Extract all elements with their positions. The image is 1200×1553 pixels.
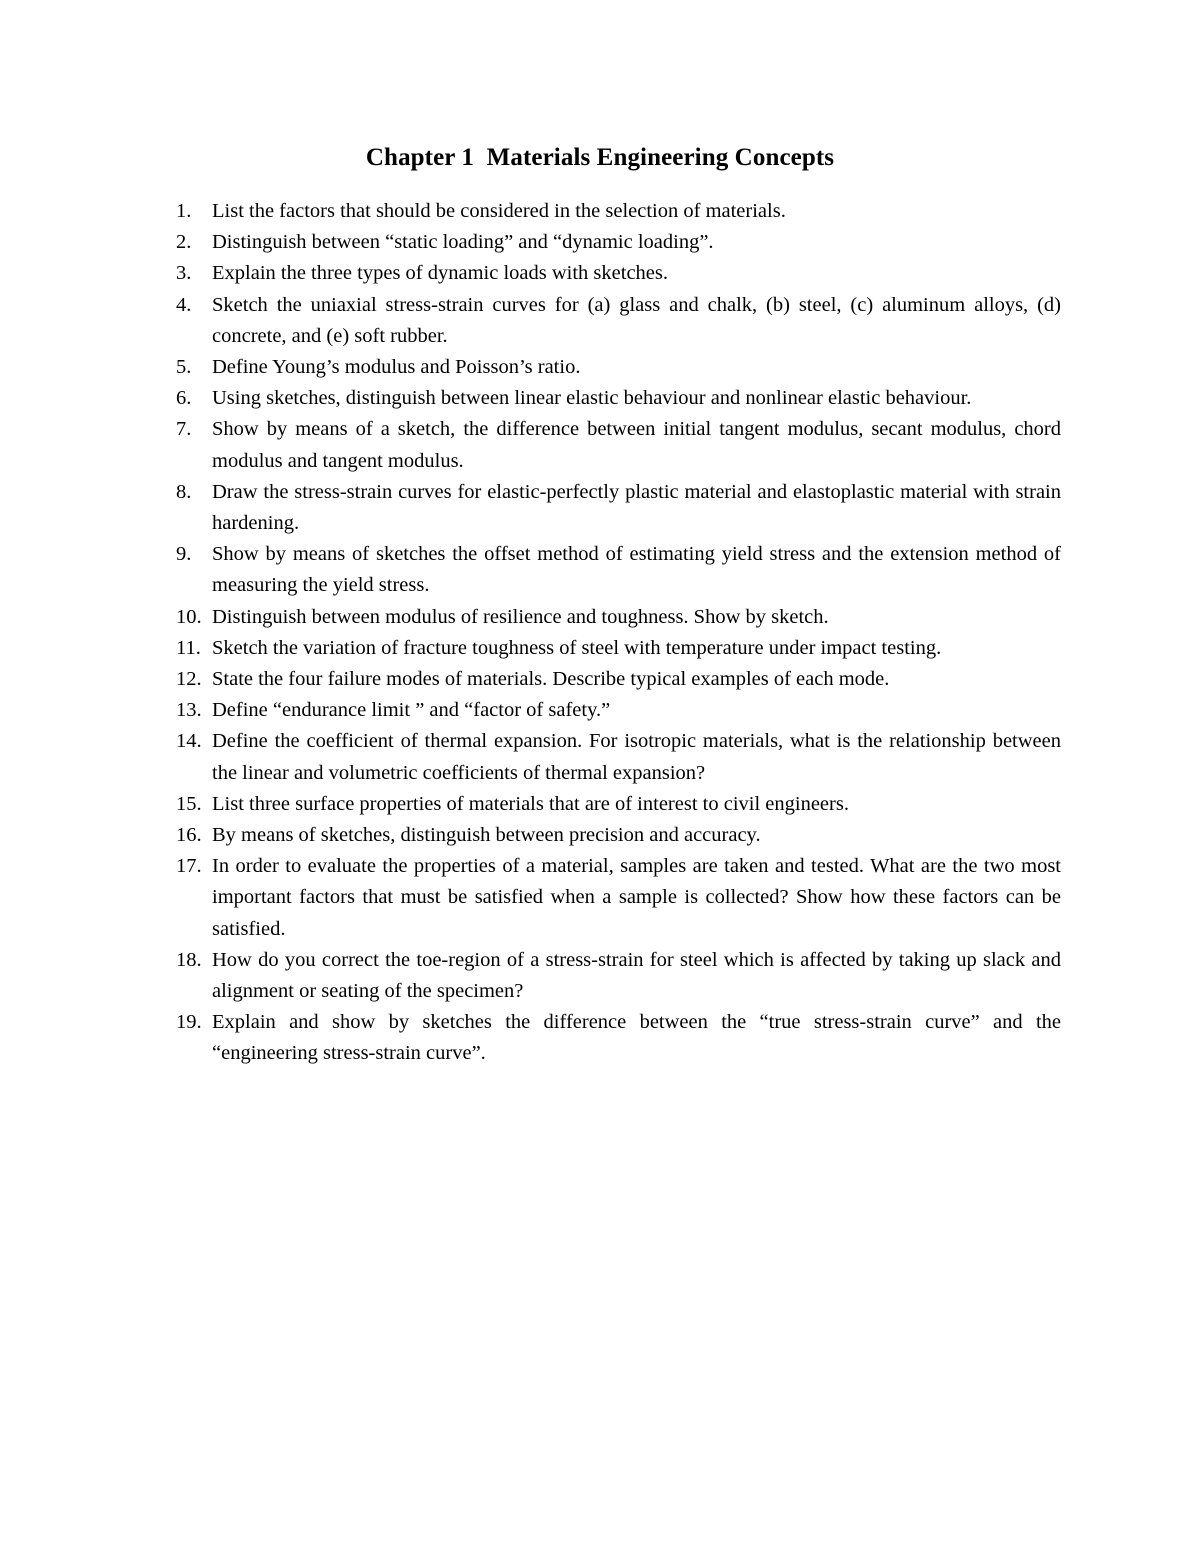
question-number: 8. xyxy=(176,480,192,503)
question-item xyxy=(171,664,1061,695)
question-text: Sketch the variation of fracture toughness of steel with temperature under impact testing. xyxy=(212,636,942,659)
question-item xyxy=(171,352,1061,383)
question-number: 2. xyxy=(176,231,192,254)
question-number: 16. xyxy=(176,824,202,847)
question-item xyxy=(171,383,1061,414)
question-number: 15. xyxy=(176,792,202,815)
question-item xyxy=(171,695,1061,726)
question-item xyxy=(171,851,1061,945)
question-number: 5. xyxy=(176,356,192,379)
question-item xyxy=(171,290,1061,352)
question-number: 11. xyxy=(176,636,201,659)
question-text: Draw the stress-strain curves for elastic-perfectly plastic material and elastoplastic material with strain hardening. xyxy=(212,480,1061,535)
question-text: Explain the three types of dynamic loads with sketches. xyxy=(212,262,669,285)
question-text: Define “endurance limit ” and “factor of safety.” xyxy=(212,699,611,722)
question-item xyxy=(171,477,1061,539)
question-item xyxy=(171,539,1061,601)
question-number: 12. xyxy=(176,668,202,691)
question-number: 3. xyxy=(176,262,192,285)
question-text: Sketch the uniaxial stress-strain curves for (a) glass and chalk, (b) steel, (c) aluminum alloys, (d) concrete, and (e) soft rubber. xyxy=(212,293,1061,347)
question-text: In order to evaluate the properties of a material, samples are taken and tested. What are the two most important factors that must be satisfied when a sample is collected? Show how these factors can be satisfied. xyxy=(212,855,1061,940)
question-text: Define the coefficient of thermal expansion. For isotropic materials, what is the relationship between the linear and volumetric coefficients of thermal expansion? xyxy=(212,730,1061,784)
question-item xyxy=(171,633,1061,664)
question-item xyxy=(171,602,1061,633)
question-item xyxy=(171,227,1061,258)
question-text: Explain and show by sketches the difference between the “true stress-strain curve” and the “engineering stress-strain curve”. xyxy=(212,1011,1061,1065)
question-number: 9. xyxy=(176,543,192,566)
question-number: 1. xyxy=(176,200,192,222)
question-number: 18. xyxy=(176,948,202,971)
question-number: 4. xyxy=(176,293,192,316)
question-number: 13. xyxy=(176,699,202,722)
question-item xyxy=(171,945,1061,1007)
question-item xyxy=(171,196,1061,227)
question-text: Define Young’s modulus and Poisson’s ratio. xyxy=(212,356,581,379)
question-text: Using sketches, distinguish between linear elastic behaviour and nonlinear elastic behaviour. xyxy=(212,387,972,410)
question-text: Distinguish between modulus of resilience and toughness. Show by sketch. xyxy=(212,605,829,628)
question-number: 6. xyxy=(176,387,192,410)
question-number: 10. xyxy=(176,605,202,628)
question-text: Distinguish between “static loading” and “dynamic loading”. xyxy=(212,231,714,254)
question-number: 14. xyxy=(176,730,202,753)
question-item xyxy=(171,820,1061,851)
question-list xyxy=(171,196,1061,1070)
question-number: 17. xyxy=(176,855,202,878)
question-text: State the four failure modes of materials. Describe typical examples of each mode. xyxy=(212,668,890,691)
question-text: How do you correct the toe-region of a stress-strain for steel which is affected by taking up slack and alignment or seating of the specimen? xyxy=(212,948,1061,1003)
question-text: By means of sketches, distinguish between precision and accuracy. xyxy=(212,824,761,847)
question-number: 19. xyxy=(176,1011,202,1034)
question-text: List the factors that should be considered in the selection of materials. xyxy=(212,200,786,222)
question-item xyxy=(171,726,1061,788)
question-text: Show by means of sketches the offset method of estimating yield stress and the extension method of measuring the yield stress. xyxy=(212,543,1061,597)
question-number: 7. xyxy=(176,418,192,441)
question-item xyxy=(171,258,1061,289)
question-item xyxy=(171,1007,1061,1069)
chapter-title: Chapter 1 Materials Engineering Concepts xyxy=(365,144,835,171)
question-item xyxy=(171,789,1061,820)
question-text: List three surface properties of materials that are of interest to civil engineers. xyxy=(212,792,849,815)
question-item xyxy=(171,414,1061,476)
question-text: Show by means of a sketch, the difference between initial tangent modulus, secant modulus, chord modulus and tangent modulus. xyxy=(212,418,1061,472)
